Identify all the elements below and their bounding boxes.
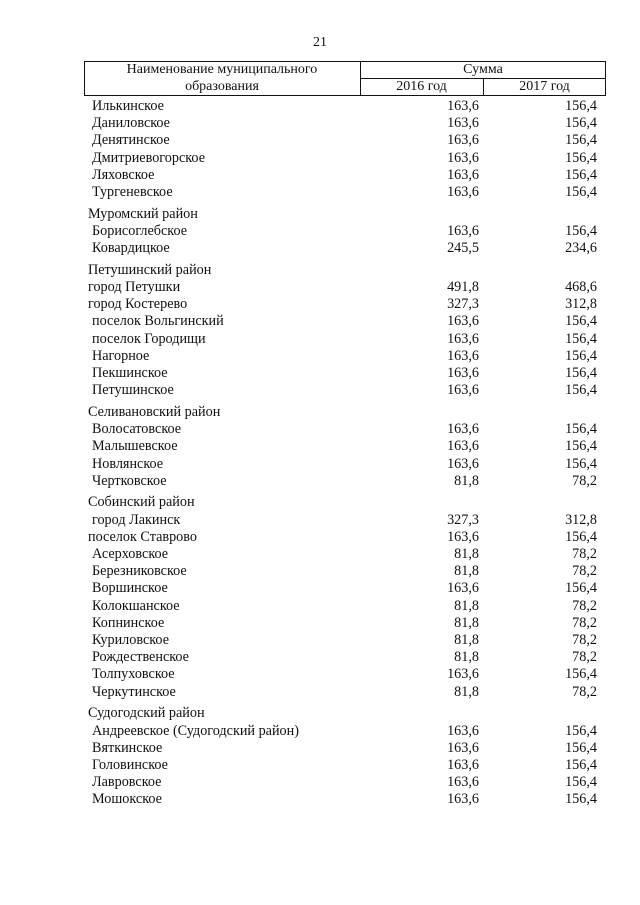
municipality-name: Рождественское bbox=[92, 649, 189, 666]
table-row bbox=[0, 546, 640, 563]
table-row bbox=[0, 723, 640, 740]
municipality-name: Березниковское bbox=[92, 563, 187, 580]
amount-2016: 163,6 bbox=[447, 347, 479, 364]
amount-2016: 163,6 bbox=[447, 132, 479, 149]
municipality-name: Тургеневское bbox=[92, 184, 173, 200]
amount-2017: 156,4 bbox=[565, 132, 597, 149]
table-row bbox=[0, 438, 640, 455]
table-row bbox=[0, 240, 640, 257]
municipality-name: поселок Ставрово bbox=[88, 528, 197, 545]
amount-2016: 81,8 bbox=[454, 597, 479, 614]
table-row bbox=[0, 223, 640, 240]
municipality-name: Андреевское (Судогодский район) bbox=[92, 722, 299, 739]
amount-2017: 156,4 bbox=[565, 222, 597, 239]
district-name: Селивановский район bbox=[88, 403, 221, 420]
municipality-name: Вяткинское bbox=[92, 739, 163, 756]
amount-2017: 156,4 bbox=[565, 313, 597, 330]
district-heading-row bbox=[0, 262, 640, 279]
amount-2016: 163,6 bbox=[447, 580, 479, 597]
amount-2016: 163,6 bbox=[447, 722, 479, 739]
amount-2017: 156,4 bbox=[565, 149, 597, 166]
amount-2016: 163,6 bbox=[447, 382, 479, 399]
amount-2016: 81,8 bbox=[454, 649, 479, 666]
amount-2017: 312,8 bbox=[565, 511, 597, 528]
district-heading-row bbox=[0, 206, 640, 223]
amount-2017: 156,4 bbox=[565, 722, 597, 739]
district-name: Петушинский район bbox=[88, 261, 212, 278]
table-row bbox=[0, 98, 640, 115]
amount-2017: 156,4 bbox=[565, 421, 597, 438]
table-row bbox=[0, 296, 640, 313]
amount-2016: 163,6 bbox=[447, 115, 479, 132]
municipality-name: Чертковское bbox=[92, 472, 167, 489]
table-row bbox=[0, 421, 640, 438]
municipality-name: Черкутинское bbox=[92, 683, 176, 700]
amount-2017: 156,4 bbox=[565, 774, 597, 791]
amount-2016: 81,8 bbox=[454, 563, 479, 580]
amount-2016: 163,6 bbox=[447, 438, 479, 455]
district-name: Судогодский район bbox=[88, 705, 205, 722]
municipality-name: Колокшанское bbox=[92, 597, 180, 614]
amount-2017: 156,4 bbox=[565, 166, 597, 183]
municipality-name: Дмитриевогорское bbox=[92, 149, 205, 166]
table-row bbox=[0, 757, 640, 774]
amount-2017: 78,2 bbox=[572, 597, 597, 614]
amount-2017: 312,8 bbox=[565, 296, 597, 313]
table-row bbox=[0, 473, 640, 490]
page-number: 21 bbox=[313, 35, 327, 50]
municipality-name: Илькинское bbox=[92, 98, 164, 114]
amount-2017: 156,4 bbox=[565, 184, 597, 200]
amount-2016: 163,6 bbox=[447, 330, 479, 347]
table-row bbox=[0, 791, 640, 808]
amount-2017: 78,2 bbox=[572, 683, 597, 700]
amount-2016: 81,8 bbox=[454, 472, 479, 489]
amount-2017: 156,4 bbox=[565, 347, 597, 364]
table-row bbox=[0, 666, 640, 683]
header-bottom-border bbox=[84, 95, 606, 96]
table-row bbox=[0, 115, 640, 132]
table-row bbox=[0, 563, 640, 580]
amount-2017: 78,2 bbox=[572, 649, 597, 666]
header-year-2016: 2016 год bbox=[396, 79, 447, 94]
amount-2017: 156,4 bbox=[565, 739, 597, 756]
amount-2016: 163,6 bbox=[447, 774, 479, 791]
amount-2016: 81,8 bbox=[454, 546, 479, 562]
amount-2017: 156,4 bbox=[565, 382, 597, 399]
municipality-name: город Петушки bbox=[88, 279, 181, 295]
municipality-name: Асерховское bbox=[92, 546, 169, 562]
municipality-name: Новлянское bbox=[92, 455, 164, 472]
amount-2016: 81,8 bbox=[454, 614, 479, 631]
amount-2017: 156,4 bbox=[565, 528, 597, 545]
table-row bbox=[0, 365, 640, 382]
header-year-2017: 2017 год bbox=[519, 79, 570, 94]
header-sum-label: Сумма bbox=[463, 62, 503, 77]
municipality-name: Денятинское bbox=[92, 132, 170, 149]
amount-2017: 156,4 bbox=[565, 438, 597, 455]
amount-2016: 81,8 bbox=[454, 683, 479, 700]
municipality-name: Пекшинское bbox=[92, 365, 168, 381]
municipality-name: город Костерево bbox=[88, 296, 188, 313]
amount-2017: 156,4 bbox=[565, 98, 597, 114]
table-row bbox=[0, 774, 640, 791]
table-row bbox=[0, 598, 640, 615]
municipality-name: Малышевское bbox=[92, 438, 178, 455]
table-row bbox=[0, 740, 640, 757]
amount-2017: 156,4 bbox=[565, 791, 597, 808]
amount-2016: 163,6 bbox=[447, 149, 479, 166]
municipality-name: Петушинское bbox=[92, 382, 174, 399]
district-heading-row bbox=[0, 705, 640, 722]
municipality-name: Мошокское bbox=[92, 791, 162, 808]
amount-2016: 491,8 bbox=[447, 279, 479, 295]
municipality-name: Копнинское bbox=[92, 614, 165, 631]
amount-2017: 156,4 bbox=[565, 756, 597, 773]
table-row bbox=[0, 150, 640, 167]
table-row bbox=[0, 184, 640, 201]
municipality-name: Ляховское bbox=[92, 166, 155, 183]
amount-2016: 327,3 bbox=[447, 511, 479, 528]
amount-2017: 78,2 bbox=[572, 472, 597, 489]
amount-2017: 156,4 bbox=[565, 365, 597, 381]
table-row bbox=[0, 167, 640, 184]
amount-2016: 163,6 bbox=[447, 756, 479, 773]
district-heading-row bbox=[0, 404, 640, 421]
municipality-name: Лавровское bbox=[92, 774, 162, 791]
table-row bbox=[0, 313, 640, 330]
table-header bbox=[84, 61, 606, 96]
municipality-name: Куриловское bbox=[92, 632, 169, 648]
municipality-name: Воршинское bbox=[92, 580, 168, 597]
table-row bbox=[0, 456, 640, 473]
amount-2016: 163,6 bbox=[447, 184, 479, 200]
amount-2017: 78,2 bbox=[572, 563, 597, 580]
district-name: Собинский район bbox=[88, 494, 195, 511]
table-row bbox=[0, 279, 640, 296]
amount-2016: 327,3 bbox=[447, 296, 479, 313]
amount-2017: 78,2 bbox=[572, 614, 597, 631]
table-row bbox=[0, 331, 640, 348]
municipality-name: Ковардицкое bbox=[92, 240, 170, 257]
table-row bbox=[0, 132, 640, 149]
amount-2017: 78,2 bbox=[572, 546, 597, 562]
municipality-name: Волосатовское bbox=[92, 421, 182, 438]
header-name-line2: образования bbox=[185, 79, 259, 94]
municipality-name: поселок Вольгинский bbox=[92, 313, 224, 330]
amount-2016: 163,6 bbox=[447, 666, 479, 683]
amount-2016: 163,6 bbox=[447, 222, 479, 239]
amount-2017: 156,4 bbox=[565, 666, 597, 683]
table-row bbox=[0, 649, 640, 666]
table-row bbox=[0, 382, 640, 399]
amount-2017: 156,4 bbox=[565, 455, 597, 472]
table-row bbox=[0, 580, 640, 597]
amount-2016: 163,6 bbox=[447, 739, 479, 756]
amount-2016: 81,8 bbox=[454, 632, 479, 648]
municipality-name: Толпуховское bbox=[92, 666, 175, 683]
table-row bbox=[0, 615, 640, 632]
municipality-name: Борисоглебское bbox=[92, 222, 188, 239]
table-row bbox=[0, 512, 640, 529]
amount-2016: 163,6 bbox=[447, 455, 479, 472]
amount-2017: 78,2 bbox=[572, 632, 597, 648]
table-row bbox=[0, 529, 640, 546]
district-name: Муромский район bbox=[88, 205, 198, 222]
amount-2016: 163,6 bbox=[447, 166, 479, 183]
amount-2017: 468,6 bbox=[565, 279, 597, 295]
amount-2016: 163,6 bbox=[447, 791, 479, 808]
amount-2017: 156,4 bbox=[565, 115, 597, 132]
amount-2016: 163,6 bbox=[447, 421, 479, 438]
amount-2017: 156,4 bbox=[565, 330, 597, 347]
amount-2016: 163,6 bbox=[447, 98, 479, 114]
municipality-name: город Лакинск bbox=[92, 511, 181, 528]
amount-2016: 163,6 bbox=[447, 313, 479, 330]
municipality-name: Головинское bbox=[92, 756, 168, 773]
amount-2016: 163,6 bbox=[447, 365, 479, 381]
table-row bbox=[0, 632, 640, 649]
municipality-name: Нагорное bbox=[92, 347, 150, 364]
table-row bbox=[0, 684, 640, 701]
amount-2017: 156,4 bbox=[565, 580, 597, 597]
municipality-name: поселок Городищи bbox=[92, 330, 206, 347]
municipality-name: Даниловское bbox=[92, 115, 170, 132]
table-row bbox=[0, 348, 640, 365]
header-name-line1: Наименование муниципального bbox=[126, 62, 318, 77]
district-heading-row bbox=[0, 494, 640, 511]
amount-2016: 163,6 bbox=[447, 528, 479, 545]
amount-2017: 234,6 bbox=[565, 240, 597, 257]
amount-2016: 245,5 bbox=[447, 240, 479, 257]
